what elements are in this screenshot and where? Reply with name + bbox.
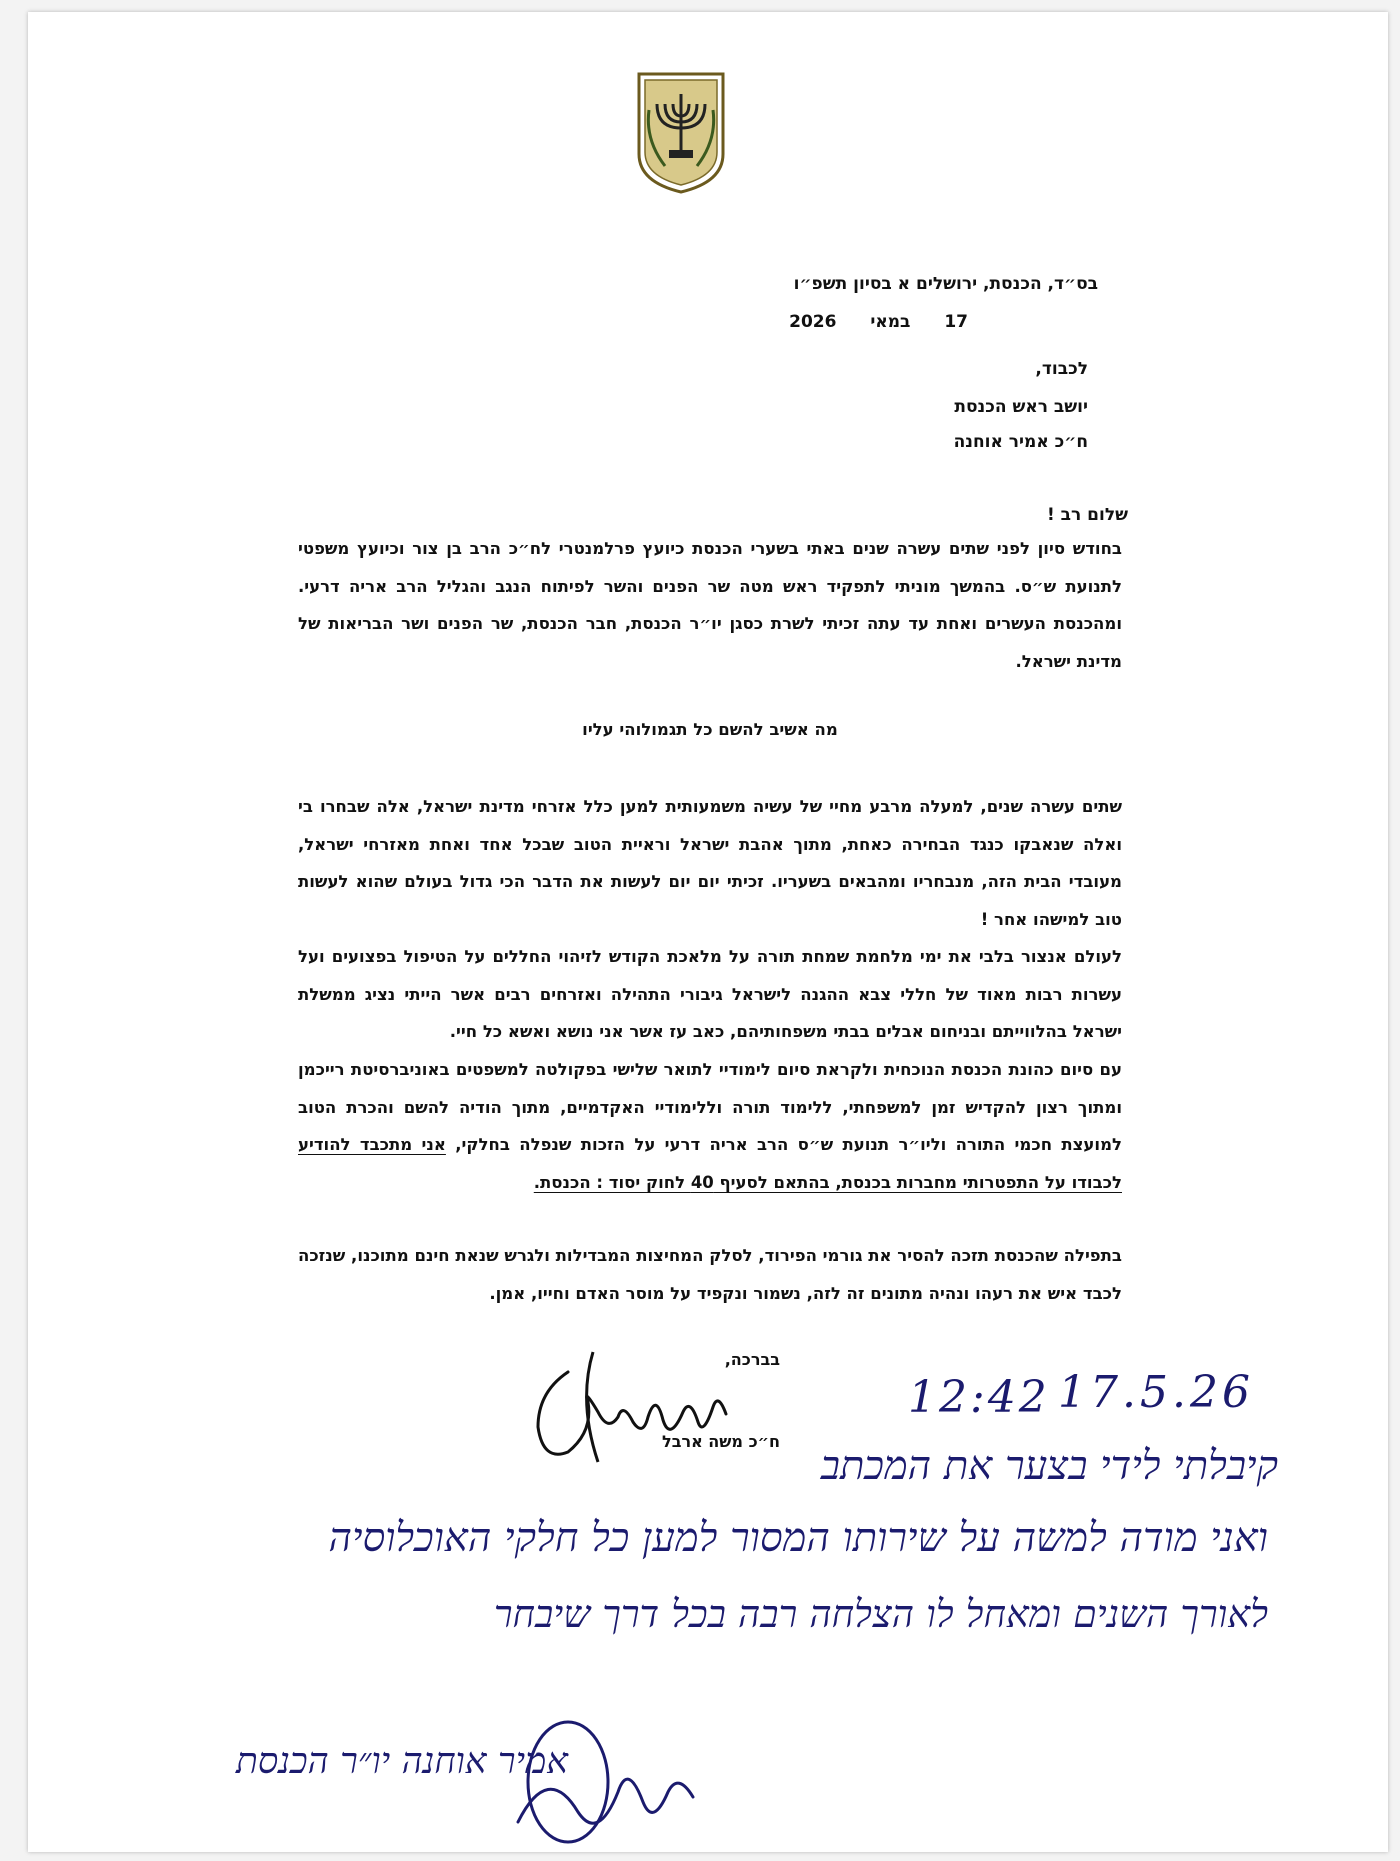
- handwritten-signer: אמיר אוחנה יו״ר הכנסת: [235, 1741, 568, 1782]
- paragraph-1: בחודש סיון לפני שתים עשרה שנים באתי בשערי הכנסת כיועץ פרלמנטרי לח״כ הרב בן צור וכיועץ משפטי לתנועת ש״ס. בהמשך מוניתי לתפקיד ראש מטה שר הפנים והשר לפיתוח הנגב והגליל הרב אריה דרעי. ומהכנסת העשרים ואחת עד עתה זכיתי לשרת כסגן יו״ר הכנסת, חבר הכנסת, שר הפנים ושר הבריאות של מדינת ישראל.: [298, 539, 1122, 671]
- verse-line: מה אשיב להשם כל תגמולוהי עליו: [582, 720, 838, 739]
- paragraph-3: לעולם אנצור בלבי את ימי מלחמת שמחת תורה על מלאכת הקודש לזיהוי החללים על הטיפול בפצועים ועל עשרות רבות מאוד של חללי צבא ההגנה לישראל גיבורי התהילה ואזרחים רבים אשר הייתי נציג ממשלת ישראל בהלווייתם ובניחום אבלים בבתי משפחותיהם, כאב עז אשר אני נושא ואשא כל חיי.: [298, 947, 1122, 1041]
- paragraph-4-main: עם סיום כהונת הכנסת הנוכחית ולקראת סיום לימודיי לתואר שלישי בפקולטה למשפטים באוניברסיטת רייכמן ומתוך רצון להקדיש זמן למשפחתי, ללימוד תורה וללימודיי האקדמיים, מתוך הודיה להשם והכרת הטוב למועצת חכמי התורה וליו״ר תנועת ש״ס הרב אריה דרעי על הזכות שנפלה בחלקי,: [298, 1060, 1122, 1154]
- address-title: יושב ראש הכנסת: [954, 397, 1088, 417]
- handwritten-time: 12:42: [908, 1372, 1050, 1423]
- handwritten-line-3: לאורך השנים ומאחל לו הצלחה רבה בכל דרך שיבחר: [493, 1592, 1268, 1636]
- paragraph-4: [298, 1051, 1122, 1201]
- resignation-statement: אני מתכבד להודיע לכבודו על התפטרותי מחברות בכנסת, בהתאם לסעיף 40 לחוק יסוד : הכנסת.: [298, 1135, 1122, 1192]
- address-honor: לכבוד,: [1035, 359, 1088, 379]
- handwritten-date: 17.5.26: [1058, 1367, 1254, 1418]
- handwritten-line-2: ואני מודה למשה על שירותו המסור למען כל חלקי האוכלוסיה: [328, 1515, 1268, 1561]
- letter-page: [28, 12, 1388, 1852]
- hebrew-date-line: בס״ד, הכנסת, ירושלים א בסיון תשפ״ו: [793, 274, 1098, 294]
- greeting: שלום רב !: [1046, 505, 1128, 525]
- closing: בברכה,: [724, 1350, 780, 1369]
- paragraph-2: שתים עשרה שנים, למעלה מרבע מחיי של עשיה משמעותית למען כלל אזרחי מדינת ישראל, אלה שבחרו בי ואלה שנאבקו כנגד הבחירה כאחת, מתוך אהבת ישראל וראיית הטוב שבכל אחד ואחת מאזרחי ישראל, מעובדי הבית הזה, מנבחריו ומהבאים בשעריו. זכיתי יום יום לעשות את הדבר הכי גדול בעולם שהוא לעשות טוב למישהו אחר !: [298, 797, 1122, 929]
- address-name: ח״כ אמיר אוחנה: [953, 432, 1088, 452]
- paragraph-5: בתפילה שהכנסת תזכה להסיר את גורמי הפירוד, לסלק המחיצות המבדילות ולגרש שנאת חינם מתוכנו, שנזכה לכבד איש את רעהו ונהיה מתונים זה לזה, נשמור ונקפיד על מוסר האדם וחייו, אמן.: [298, 1246, 1122, 1303]
- signer-name: ח״כ משה ארבל: [662, 1432, 780, 1451]
- handwritten-line-1: קיבלתי לידי בצער את המכתב: [820, 1443, 1278, 1489]
- state-emblem-icon: [635, 70, 727, 196]
- gregorian-date-line: 17 במאי 2026: [789, 312, 968, 332]
